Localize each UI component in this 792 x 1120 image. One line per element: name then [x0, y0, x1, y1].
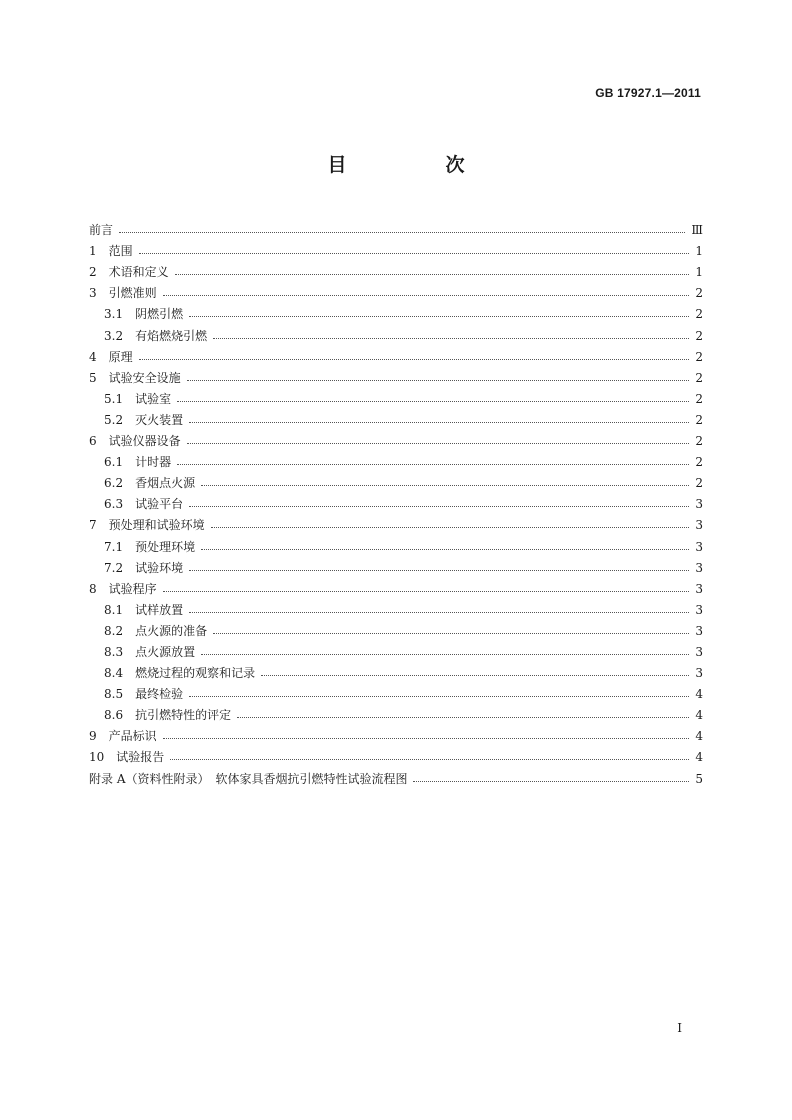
- toc-entry-number: 5.1: [104, 391, 124, 406]
- toc-entry[interactable]: [89, 722, 703, 743]
- toc-entry-label: 抗引燃特性的评定: [135, 708, 232, 723]
- toc-entry-number: 7.2: [104, 560, 124, 575]
- toc-entry-label: 点火源放置: [135, 644, 196, 659]
- toc-entry[interactable]: [89, 427, 703, 448]
- toc-entry[interactable]: [89, 216, 703, 237]
- toc-entry-number: 8.1: [104, 602, 124, 617]
- toc-entry-page: 3: [695, 560, 703, 575]
- toc-entry-label: 试样放置: [135, 602, 184, 617]
- toc-entry-label: 附录 A（资料性附录） 软体家具香烟抗引燃特性试验流程图: [89, 771, 408, 786]
- toc-entry-number: 6.1: [104, 455, 124, 470]
- toc-entry-page: 3: [695, 623, 703, 638]
- toc-entry[interactable]: [89, 385, 703, 406]
- toc-entry-page: 2: [695, 307, 703, 322]
- toc-entry-label: 范围: [108, 244, 133, 259]
- toc-entry[interactable]: [89, 532, 703, 553]
- toc-entry-number: 6: [89, 434, 97, 449]
- toc-entry-page: 2: [695, 328, 703, 343]
- toc-entry-label: 阴燃引燃: [135, 307, 184, 322]
- toc-entry-page: 2: [695, 370, 703, 385]
- toc-entry-label: 灭火装置: [135, 412, 184, 427]
- dot-leader: [139, 359, 689, 360]
- toc-entry-page: 2: [695, 476, 703, 491]
- toc-entry-page: 1: [695, 244, 703, 259]
- toc-entry-page: 3: [695, 666, 703, 681]
- toc-entry-label: 原理: [108, 349, 133, 364]
- toc-entry-number: 8.2: [104, 623, 124, 638]
- table-of-contents: [89, 216, 703, 786]
- toc-entry-page: 3: [695, 539, 703, 554]
- toc-entry-label: 最终检验: [135, 687, 184, 702]
- toc-entry[interactable]: [89, 764, 703, 785]
- toc-entry-page: 3: [695, 581, 703, 596]
- toc-entry-page: 5: [695, 771, 703, 786]
- dot-leader: [211, 527, 689, 528]
- toc-entry-page: 4: [695, 729, 703, 744]
- toc-entry-label: 前言: [89, 223, 114, 238]
- toc-entry[interactable]: [89, 575, 703, 596]
- toc-entry-number: 3.2: [104, 328, 124, 343]
- toc-entry-label: 引燃准则: [108, 286, 157, 301]
- dot-leader: [187, 443, 689, 444]
- page-title: 目 次: [327, 154, 505, 176]
- dot-leader: [189, 612, 689, 613]
- toc-entry-page: 1: [695, 265, 703, 280]
- toc-entry-number: 8.6: [104, 708, 124, 723]
- dot-leader: [201, 654, 689, 655]
- dot-leader: [177, 464, 689, 465]
- toc-entry[interactable]: [89, 279, 703, 300]
- toc-entry-number: 6.3: [104, 497, 124, 512]
- toc-entry-number: 2: [89, 265, 97, 280]
- dot-leader: [163, 738, 689, 739]
- toc-entry[interactable]: [89, 364, 703, 385]
- toc-entry[interactable]: [89, 490, 703, 511]
- toc-entry-label: 试验仪器设备: [108, 434, 181, 449]
- toc-entry-page: 2: [695, 455, 703, 470]
- dot-leader: [187, 380, 689, 381]
- toc-entry-number: 8: [89, 581, 97, 596]
- toc-entry-number: 3.1: [104, 307, 124, 322]
- dot-leader: [189, 570, 689, 571]
- toc-entry[interactable]: [89, 617, 703, 638]
- toc-entry-label: 燃烧过程的观察和记录: [135, 666, 256, 681]
- toc-entry[interactable]: [89, 258, 703, 279]
- toc-entry[interactable]: [89, 406, 703, 427]
- toc-entry[interactable]: [89, 511, 703, 532]
- dot-leader: [163, 591, 689, 592]
- toc-entry-number: 9: [89, 729, 97, 744]
- toc-entry[interactable]: [89, 469, 703, 490]
- dot-leader: [261, 675, 689, 676]
- toc-entry-label: 有焰燃烧引燃: [135, 328, 208, 343]
- toc-entry-number: 5.2: [104, 412, 124, 427]
- toc-entry-label: 点火源的准备: [135, 623, 208, 638]
- toc-entry-label: 香烟点火源: [135, 476, 196, 491]
- toc-entry-page: 4: [695, 708, 703, 723]
- toc-entry-number: 3: [89, 286, 97, 301]
- dot-leader: [213, 338, 689, 339]
- dot-leader: [119, 232, 685, 233]
- toc-entry[interactable]: [89, 638, 703, 659]
- toc-entry[interactable]: [89, 237, 703, 258]
- toc-entry-number: 6.2: [104, 476, 124, 491]
- toc-entry-number: 10: [89, 750, 105, 765]
- dot-leader: [213, 633, 689, 634]
- toc-entry-number: 1: [89, 244, 97, 259]
- dot-leader: [189, 506, 689, 507]
- standard-code: GB 17927.1—2011: [595, 86, 701, 100]
- toc-entry-number: 8.4: [104, 666, 124, 681]
- toc-entry-number: 8.5: [104, 687, 124, 702]
- dot-leader: [139, 253, 689, 254]
- toc-entry-label: 试验平台: [135, 497, 184, 512]
- toc-entry-page: 2: [695, 391, 703, 406]
- dot-leader: [175, 274, 689, 275]
- toc-entry-label: 试验程序: [108, 581, 157, 596]
- dot-leader: [163, 295, 689, 296]
- toc-entry-label: 试验安全设施: [108, 370, 181, 385]
- dot-leader: [189, 696, 689, 697]
- toc-entry-page: 3: [695, 497, 703, 512]
- toc-entry[interactable]: [89, 680, 703, 701]
- toc-entry-label: 计时器: [135, 455, 172, 470]
- toc-entry[interactable]: [89, 343, 703, 364]
- page-number: I: [677, 1021, 682, 1035]
- toc-entry-page: 2: [695, 412, 703, 427]
- toc-entry[interactable]: [89, 321, 703, 342]
- toc-entry-number: 8.3: [104, 644, 124, 659]
- toc-entry-label: 预处理和试验环境: [108, 518, 205, 533]
- toc-entry[interactable]: [89, 701, 703, 722]
- toc-entry-page: Ⅲ: [691, 223, 703, 238]
- toc-entry-page: 2: [695, 286, 703, 301]
- toc-entry-number: 4: [89, 349, 97, 364]
- toc-entry[interactable]: [89, 743, 703, 764]
- toc-entry[interactable]: [89, 659, 703, 680]
- toc-entry-label: 预处理环境: [135, 539, 196, 554]
- toc-entry-page: 3: [695, 602, 703, 617]
- toc-entry[interactable]: [89, 300, 703, 321]
- toc-entry[interactable]: [89, 596, 703, 617]
- toc-entry-label: 术语和定义: [108, 265, 169, 280]
- toc-entry-label: 试验室: [135, 391, 172, 406]
- toc-entry-page: 3: [695, 644, 703, 659]
- toc-entry-page: 4: [695, 750, 703, 765]
- dot-leader: [201, 485, 689, 486]
- toc-entry-number: 7: [89, 518, 97, 533]
- dot-leader: [189, 422, 689, 423]
- dot-leader: [237, 717, 689, 718]
- toc-entry-label: 试验环境: [135, 560, 184, 575]
- toc-entry-page: 2: [695, 349, 703, 364]
- toc-entry-number: 5: [89, 370, 97, 385]
- toc-entry-label: 试验报告: [116, 750, 165, 765]
- toc-entry[interactable]: [89, 554, 703, 575]
- toc-entry-label: 产品标识: [108, 729, 157, 744]
- toc-entry-page: 3: [695, 518, 703, 533]
- dot-leader: [413, 781, 689, 782]
- toc-entry-number: 7.1: [104, 539, 124, 554]
- dot-leader: [170, 759, 689, 760]
- dot-leader: [201, 549, 689, 550]
- dot-leader: [177, 401, 689, 402]
- toc-entry[interactable]: [89, 448, 703, 469]
- toc-entry-page: 2: [695, 434, 703, 449]
- dot-leader: [189, 316, 689, 317]
- toc-entry-page: 4: [695, 687, 703, 702]
